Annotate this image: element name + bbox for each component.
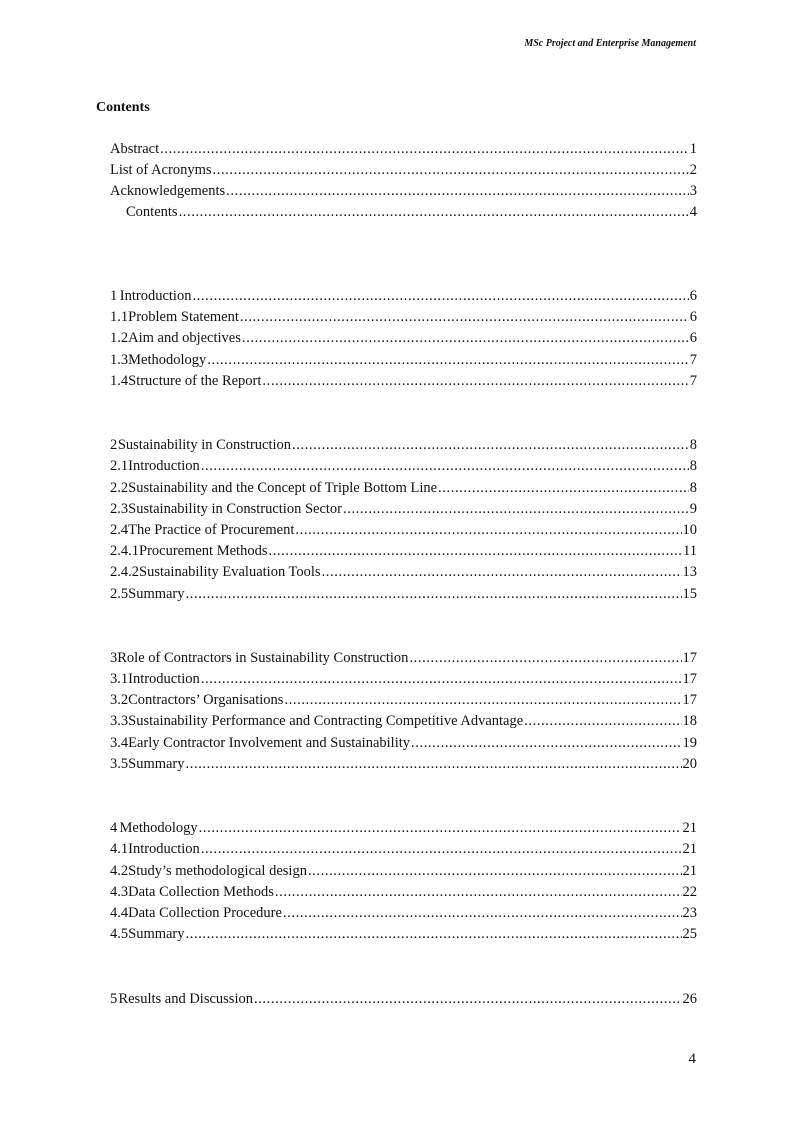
toc-leader-dots (411, 734, 681, 752)
toc-leader-dots (160, 140, 689, 158)
toc-entry[interactable] (110, 457, 697, 475)
toc-leader-dots (186, 925, 682, 943)
toc-entry-label: Introduction (128, 458, 200, 474)
toc-leader-dots (226, 182, 689, 200)
toc-leader-dots (201, 840, 682, 858)
toc-entry[interactable] (110, 883, 697, 901)
toc-entry-page: 9 (689, 501, 697, 517)
toc-entry[interactable] (110, 351, 697, 369)
toc-entry-label: Contractors’ Organisations (128, 692, 284, 708)
toc-entry[interactable] (110, 436, 697, 454)
toc-entry-label: Summary (128, 926, 185, 942)
toc-entry-number: 4.2 (110, 863, 129, 879)
toc-entry-label: Data Collection Procedure (128, 905, 282, 921)
toc-entry-label: Summary (128, 756, 185, 772)
toc-entry-page: 8 (689, 458, 697, 474)
toc-entry[interactable] (110, 542, 697, 560)
toc-entry-number: 3.4 (110, 735, 129, 751)
toc-entry[interactable] (110, 329, 697, 347)
toc-leader-dots (240, 308, 689, 326)
toc-entry-label: Contents (126, 204, 178, 220)
toc-entry-number: 4.3 (110, 884, 129, 900)
toc-leader-dots (308, 862, 682, 880)
toc-entry-label: Early Contractor Involvement and Sustainability (128, 735, 411, 751)
toc-entry[interactable] (110, 287, 697, 305)
toc-entry-label: Sustainability in Construction Sector (128, 501, 342, 517)
toc-entry[interactable] (110, 755, 697, 773)
toc-entry[interactable] (110, 925, 697, 943)
toc-entry-label: Introduction (128, 671, 200, 687)
toc-entry[interactable] (110, 649, 697, 667)
toc-entry-page: 19 (682, 735, 697, 751)
toc-entry-number: 2.3 (110, 501, 129, 517)
toc-entry-label: List of Acronyms (110, 162, 212, 178)
toc-leader-dots (524, 712, 681, 730)
toc-leader-dots (186, 585, 682, 603)
toc-entry[interactable] (110, 563, 697, 581)
toc-entry-label: Sustainability Performance and Contracting Competitive Advantage (128, 713, 524, 729)
toc-entry-page: 3 (689, 183, 697, 199)
toc-entry-label: Introduction (128, 841, 200, 857)
toc-entry-page: 26 (682, 991, 697, 1007)
toc-entry[interactable] (110, 904, 697, 922)
toc-leader-dots (186, 755, 682, 773)
toc-entry-page: 8 (689, 437, 697, 453)
toc-entry-label: Acknowledgements (110, 183, 226, 199)
toc-entry-page: 11 (683, 543, 697, 559)
toc-entry-number: 4.4 (110, 905, 129, 921)
toc-entry-page: 8 (689, 480, 697, 496)
toc-entry-label: Study’s methodological design (128, 863, 307, 879)
toc-entry-number: 3.5 (110, 756, 129, 772)
toc-entry-label: Sustainability in Construction (117, 437, 292, 453)
toc-entry[interactable] (110, 819, 697, 837)
toc-entry-number: 2.4 (110, 522, 129, 538)
toc-entry-page: 7 (689, 352, 697, 368)
toc-entry-label: Data Collection Methods (128, 884, 274, 900)
toc-entry-page: 21 (682, 820, 697, 836)
toc-entry-number: 4.5 (110, 926, 129, 942)
toc-entry[interactable] (110, 840, 697, 858)
toc-entry-number: 4.1 (110, 841, 129, 857)
toc-entry-label: Procurement Methods (139, 543, 268, 559)
toc-entry-number: 1.2 (110, 330, 129, 346)
page-title: Contents (96, 100, 150, 115)
toc-entry-number: 2.2 (110, 480, 129, 496)
toc-entry-page: 6 (689, 288, 697, 304)
toc-entry-label: Problem Statement (128, 309, 239, 325)
toc-entry-page: 20 (682, 756, 697, 772)
toc-leader-dots (242, 329, 689, 347)
toc-entry-label: Structure of the Report (128, 373, 262, 389)
toc-leader-dots (438, 479, 689, 497)
toc-leader-dots (199, 819, 682, 837)
toc-entry-number: 1.3 (110, 352, 129, 368)
toc-entry[interactable] (110, 161, 697, 179)
toc-entry-number: 3.3 (110, 713, 129, 729)
toc-entry-number: 2.5 (110, 586, 129, 602)
toc-entry[interactable] (110, 585, 697, 603)
toc-leader-dots (201, 670, 682, 688)
toc-entry-label: Summary (128, 586, 185, 602)
toc-leader-dots (207, 351, 688, 369)
toc-entry-number: 5 (110, 991, 118, 1007)
toc-leader-dots (179, 203, 689, 221)
toc-entry-page: 13 (682, 564, 697, 580)
toc-entry-number: 1 (110, 288, 118, 304)
toc-entry[interactable] (110, 372, 697, 390)
toc-entry-number: 1.4 (110, 373, 129, 389)
toc-entry-page: 1 (689, 141, 697, 157)
toc-entry-number: 3.1 (110, 671, 129, 687)
toc-entry-page: 6 (689, 309, 697, 325)
toc-entry-label: Sustainability Evaluation Tools (139, 564, 321, 580)
toc-entry[interactable] (110, 182, 697, 200)
toc-entry-label: Role of Contractors in Sustainability Construction (117, 650, 409, 666)
toc-entry-page: 17 (682, 671, 697, 687)
toc-entry-page: 7 (689, 373, 697, 389)
toc-leader-dots (283, 904, 682, 922)
toc-entry-page: 23 (682, 905, 697, 921)
toc-leader-dots (343, 500, 689, 518)
toc-entry-page: 25 (682, 926, 697, 942)
toc-entry-page: 21 (682, 841, 697, 857)
toc-entry-label: Sustainability and the Concept of Triple Bottom Line (128, 480, 438, 496)
toc-leader-dots (268, 542, 682, 560)
toc-entry[interactable] (110, 521, 697, 539)
toc-leader-dots (322, 563, 682, 581)
toc-leader-dots (292, 436, 689, 454)
toc-leader-dots (275, 883, 682, 901)
toc-entry[interactable] (110, 500, 697, 518)
toc-entry[interactable] (110, 308, 697, 326)
toc-entry-number: 2.4.1 (110, 543, 139, 559)
toc-entry[interactable] (110, 734, 697, 752)
toc-entry[interactable] (110, 990, 697, 1008)
toc-entry-number: 1.1 (110, 309, 129, 325)
toc-entry[interactable] (126, 203, 697, 221)
toc-entry-page: 10 (682, 522, 697, 538)
toc-entry-number: 3.2 (110, 692, 129, 708)
toc-leader-dots (201, 457, 689, 475)
toc-leader-dots (262, 372, 688, 390)
toc-entry-page: 21 (682, 863, 697, 879)
toc-entry-label: Aim and objectives (128, 330, 241, 346)
toc-entry-page: 4 (689, 204, 697, 220)
toc-entry-number: 2.1 (110, 458, 129, 474)
toc-leader-dots (192, 287, 688, 305)
toc-entry-number: 2.4.2 (110, 564, 139, 580)
toc-entry-number: 2 (110, 437, 118, 453)
toc-entry[interactable] (110, 140, 697, 158)
toc-entry-label: Methodology (128, 352, 207, 368)
toc-entry-label: Abstract (110, 141, 160, 157)
toc-entry-label: Methodology (119, 820, 198, 836)
toc-entry-label: Introduction (119, 288, 192, 304)
page-number: 4 (688, 1051, 696, 1067)
running-header: MSc Project and Enterprise Management (524, 38, 696, 49)
toc-leader-dots (254, 990, 682, 1008)
toc-entry-page: 17 (682, 650, 697, 666)
toc-entry[interactable] (110, 712, 697, 730)
toc-leader-dots (295, 521, 681, 539)
toc-entry[interactable] (110, 691, 697, 709)
toc-entry-page: 6 (689, 330, 697, 346)
toc-leader-dots (213, 161, 689, 179)
toc-entry-page: 15 (682, 586, 697, 602)
toc-entry-page: 22 (682, 884, 697, 900)
toc-entry-page: 2 (689, 162, 697, 178)
toc-entry-label: Results and Discussion (118, 991, 253, 1007)
toc-entry-number: 3 (110, 650, 118, 666)
toc-entry-label: The Practice of Procurement (128, 522, 295, 538)
toc-entry[interactable] (110, 670, 697, 688)
toc-entry[interactable] (110, 862, 697, 880)
toc-leader-dots (284, 691, 681, 709)
toc-leader-dots (409, 649, 681, 667)
toc-entry-number: 4 (110, 820, 118, 836)
toc-entry-page: 18 (682, 713, 697, 729)
toc-entry-page: 17 (682, 692, 697, 708)
toc-entry[interactable] (110, 479, 697, 497)
